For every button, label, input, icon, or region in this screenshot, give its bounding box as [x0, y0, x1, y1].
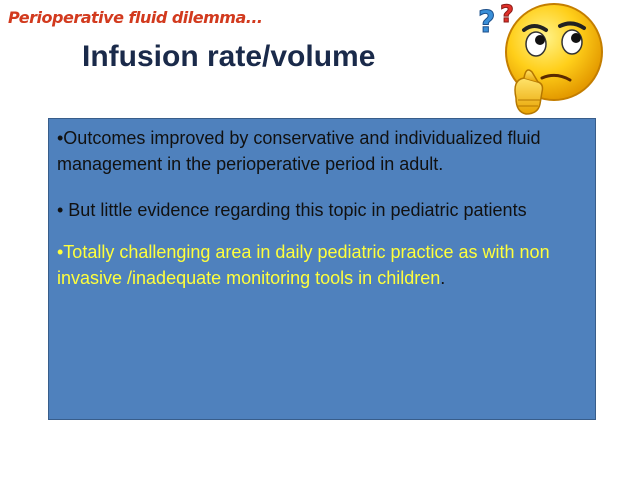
svg-text:?: ? [500, 0, 514, 28]
svg-text:?: ? [478, 5, 496, 40]
bullet-challenging [57, 239, 587, 291]
slide-supertitle: Perioperative fluid dilemma... [8, 8, 263, 27]
bullet-evidence: • But little evidence regarding this topic in pediatric patients [57, 200, 527, 220]
bullet-challenging-period: . [440, 268, 446, 288]
content-box [48, 118, 596, 420]
bullet-outcomes: •Outcomes improved by conservative and individualized fluid management in the perioperative period in adult. [57, 128, 541, 174]
bullet-challenging-text: •Totally challenging area in daily pediatric practice as with non invasive /inadequate monitoring tools in children [57, 242, 550, 288]
thinking-face-icon [472, 0, 622, 118]
slide-title: Infusion rate/volume [82, 40, 376, 73]
